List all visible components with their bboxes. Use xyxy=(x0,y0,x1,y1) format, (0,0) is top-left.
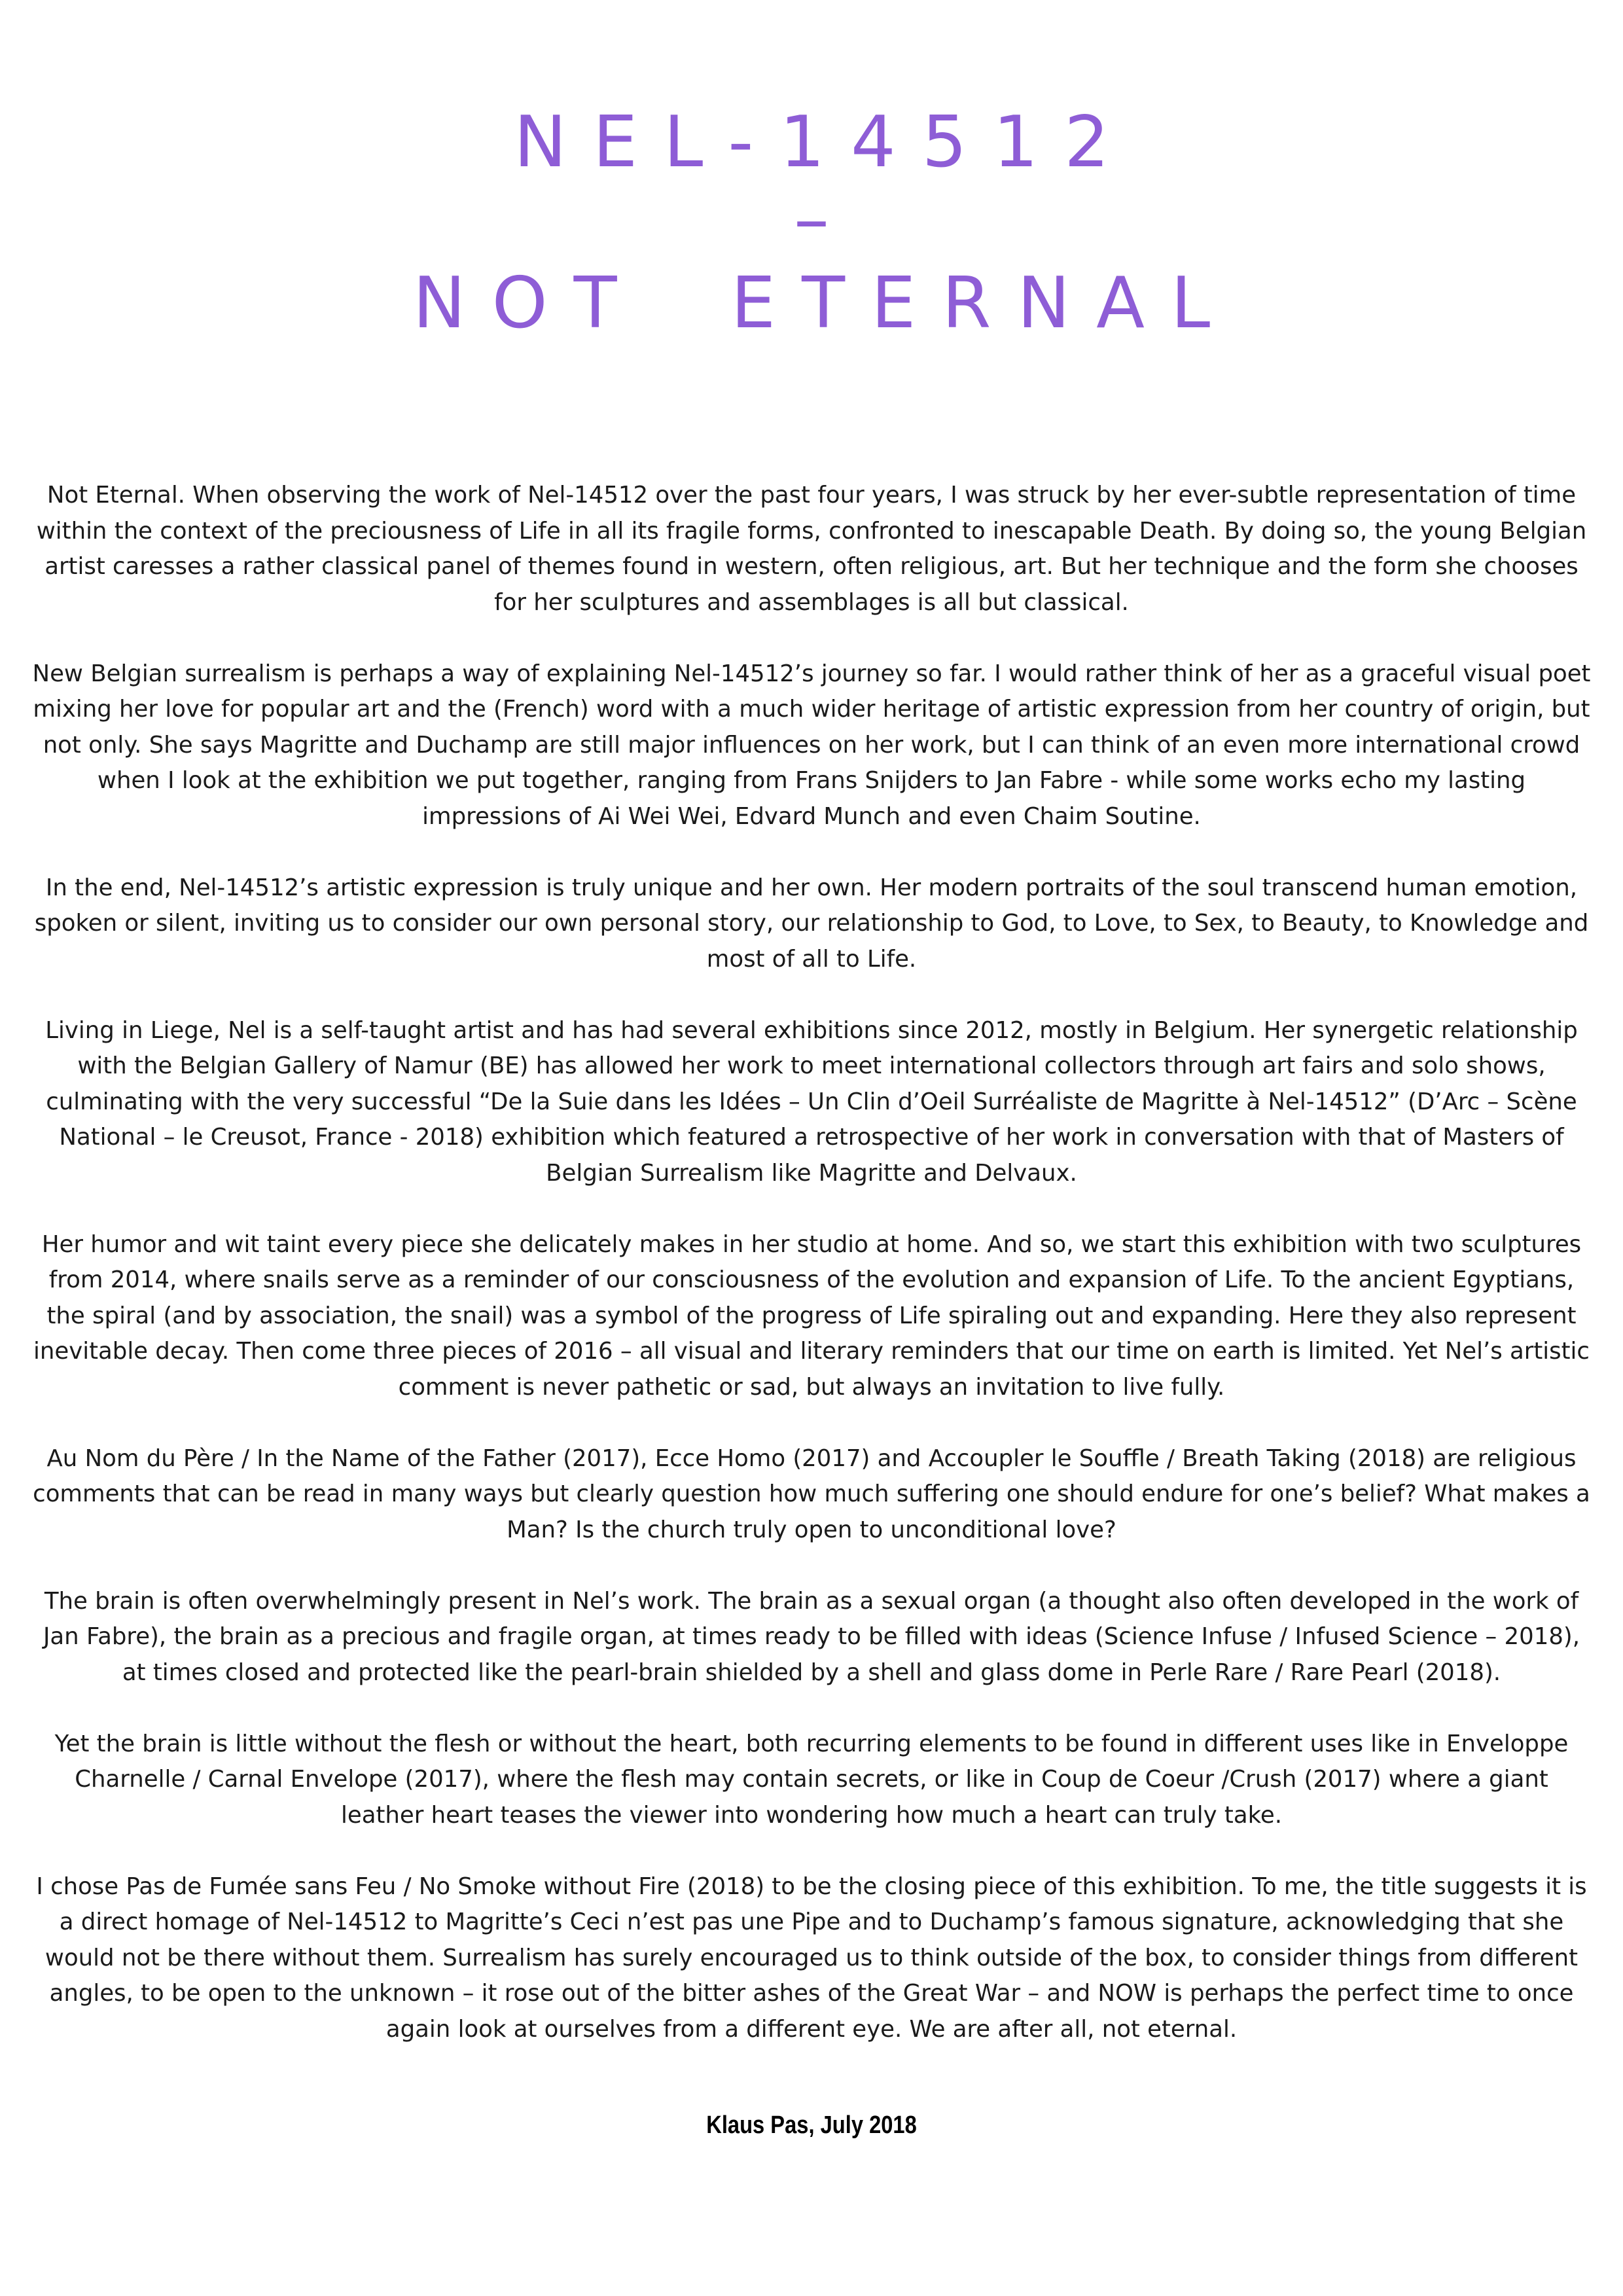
paragraph-biography: Living in Liege, Nel is a self-taught artist and has had several exhibitions since 2012, mostly in Belgium. Her synergetic relationship with the Belgian Gallery of Namur (BE) has allowed her work to meet international collectors through art fairs and solo shows, culminating with the very successful “De la Suie dans les Idées – Un Clin d’Oeil Surréaliste de Magritte à Nel-14512” (D’Arc – Scène National – le Creusot, France - 2018) exhibition which featured a retrospective of her work in conversation with that of Masters of Belgian Surrealism like Magritte and Delvaux. xyxy=(45,1016,1578,1187)
title-exhibition-name: NOT ETERNAL xyxy=(412,262,1237,344)
paragraph-humor: Her humor and wit taint every piece she delicately makes in her studio at home. And so, we start this exhibition with two sculptures from 2014, where snails serve as a reminder of our consciousness of the evolution and expansion of Life. To the ancient Egyptians, the spiral (and by association, the snail) was a symbol of the progress of Life spiraling out and expanding. Here they also represent inevitable decay. Then come three pieces of 2016 – all visual and literary reminders that our time on earth is limited. Yet Nel’s artistic comment is never pathetic or sad, but always an invitation to live fully. xyxy=(33,1230,1590,1401)
paragraph-intro: Not Eternal. When observing the work of Nel-14512 over the past four years, I was struck by her ever-subtle representation of time within the context of the preciousness of Life in all its fragile forms, confronted to inescapable Death. By doing so, the young Belgian artist caresses a rather classical panel of themes found in western, often religious, art. But her technique and the form she chooses for her sculptures and assemblages is all but classical. xyxy=(36,482,1587,616)
essay-body xyxy=(31,478,1592,2083)
paragraph-flesh-heart: Yet the brain is little without the flesh or without the heart, both recurring elements to be found in different uses like in Enveloppe Charnelle / Carnal Envelope (2017), where the flesh may contain secrets, or like in Coup de Coeur /Crush (2017) where a giant leather heart teases the viewer into wondering how much a heart can truly take. xyxy=(54,1730,1569,1829)
author-signature: Klaus Pas, July 2018 xyxy=(706,2111,917,2139)
paragraph-expression: In the end, Nel-14512’s artistic expression is truly unique and her own. Her modern portraits of the soul transcend human emotion, spoken or silent, inviting us to consider our own personal story, our relationship to God, to Love, to Sex, to Beauty, to Knowledge and most of all to Life. xyxy=(34,874,1589,973)
paragraph-brain: The brain is often overwhelmingly present in Nel’s work. The brain as a sexual organ (a thought also often developed in the work of Jan Fabre), the brain as a precious and fragile organ, at times ready to be filled with ideas (Science Infuse / Infused Science – 2018), at times closed and protected like the pearl-brain shielded by a shell and glass dome in Perle Rare / Rare Pearl (2018). xyxy=(43,1587,1580,1686)
paragraph-surrealism: New Belgian surrealism is perhaps a way of explaining Nel-14512’s journey so far. I would rather think of her as a graceful visual poet mixing her love for popular art and the (French) word with a much wider heritage of artistic expression from her country of origin, but not only. She says Magritte and Duchamp are still major influences on her work, but I can think of an even more international crowd when I look at the exhibition we put together, ranging from Frans Snijders to Jan Fabre - while some works echo my lasting impressions of Ai Wei Wei, Edvard Munch and even Chaim Soutine. xyxy=(32,660,1591,830)
title-artist-name: NEL-14512 xyxy=(514,101,1135,183)
paragraph-closing: I chose Pas de Fumée sans Feu / No Smoke without Fire (2018) to be the closing piece of this exhibition. To me, the title suggests it is a direct homage of Nel-14512 to Magritte’s Ceci n’est pas une Pipe and to Duchamp’s famous signature, acknowledging that she would not be there without them. Surrealism has surely encouraged us to think outside of the box, to consider things from different angles, to be open to the unknown – it rose out of the bitter ashes of the Great War – and NOW is perhaps the perfect time to once again look at ourselves from a different eye. We are after all, not eternal. xyxy=(36,1873,1587,2043)
title-dash: – xyxy=(794,179,829,260)
paragraph-religion: Au Nom du Père / In the Name of the Father (2017), Ecce Homo (2017) and Accoupler le Souffle / Breath Taking (2018) are religious comments that can be read in many ways but clearly question how much suffering one should endure for one’s belief? What makes a Man? Is the church truly open to unconditional love? xyxy=(33,1444,1590,1543)
